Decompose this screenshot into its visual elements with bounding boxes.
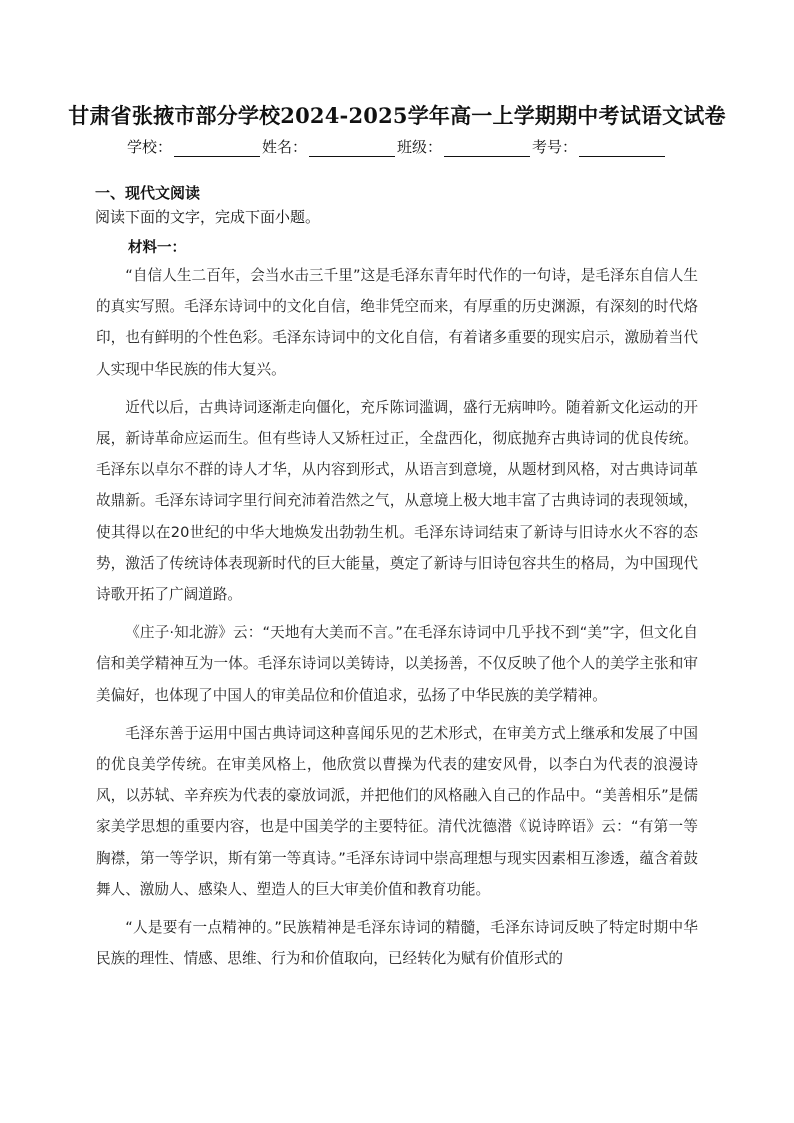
paragraph-4: 毛泽东善于运用中国古典诗词这种喜闻乐见的艺术形式，在审美方式上继承和发展了中国的优良美学传统。在审美风格上，他欣赏以曹操为代表的建安风骨，以李白为代表的浪漫诗风，以苏轼、辛弃疾为代表的豪放词派，并把他们的风格融入自己的作品中。“美善相乐”是儒家美学思想的重要内容，也是中国美学的主要特征。清代沈德潜《说诗晬语》云：“有第一等胸襟，第一等学识，斯有第一等真诗。”毛泽东诗词中崇高理想与现实因素相互渗透，蕴含着鼓舞人、激励人、感染人、塑造人的巨大审美价值和教育功能。 bbox=[96, 724, 698, 898]
school-label: 学校： bbox=[126, 138, 172, 156]
class-field[interactable] bbox=[397, 136, 532, 157]
class-label: 班级： bbox=[397, 138, 443, 156]
paragraph-2: 近代以后，古典诗词逐渐走向僵化，充斥陈词滥调，盛行无病呻吟。随着新文化运动的开展，新诗革命应运而生。但有些诗人又矫枉过正，全盘西化，彻底抛弃古典诗词的优良传统。毛泽东以卓尔不群的诗人才华，从内容到形式，从语言到意境，从题材到风格，对古典诗词革故鼎新。毛泽东诗词字里行间充沛着浩然之气，从意境上极大地丰富了古典诗词的表现领域，使其得以在20世纪的中华大地焕发出勃勃生机。毛泽东诗词结束了新诗与旧诗水火不容的态势，激活了传统诗体表现新时代的巨大能量，奠定了新诗与旧诗包容共生的格局，为中国现代诗歌开拓了广阔道路。 bbox=[96, 398, 698, 604]
material-label: 材料一： bbox=[128, 240, 186, 256]
class-blank[interactable] bbox=[444, 140, 530, 157]
paragraph-1: “自信人生二百年，会当水击三千里”这是毛泽东青年时代作的一句诗，是毛泽东自信人生的真实写照。毛泽东诗词中的文化自信，绝非凭空而来，有厚重的历史渊源，有深刻的时代烙印，也有鲜明的个性色彩。毛泽东诗词中的文化自信，有着诸多重要的现实启示，激励着当代人实现中华民族的伟大复兴。 bbox=[96, 267, 698, 378]
name-label: 姓名： bbox=[261, 138, 307, 156]
name-blank[interactable] bbox=[309, 140, 395, 157]
exam-number-blank[interactable] bbox=[579, 140, 665, 157]
reading-instruction: 阅读下面的文字，完成下面小题。 bbox=[95, 208, 321, 226]
exam-title: 甘肃省张掖市部分学校2024-2025学年高一上学期期中考试语文试卷 bbox=[68, 103, 726, 128]
school-blank[interactable] bbox=[174, 140, 260, 157]
section-heading: 一、现代文阅读 bbox=[95, 184, 201, 202]
paragraph-3: 《庄子·知北游》云：“天地有大美而不言。”在毛泽东诗词中几乎找不到“美”字，但文化自信和美学精神互为一体。毛泽东诗词以美铸诗，以美扬善，不仅反映了他个人的美学主张和审美偏好，也体现了中国人的审美品位和价值追求，弘扬了中华民族的美学精神。 bbox=[96, 624, 698, 704]
exam-number-field[interactable] bbox=[532, 136, 667, 157]
student-info-fields bbox=[0, 136, 794, 157]
paragraph-5: “人是要有一点精神的。”民族精神是毛泽东诗词的精髓，毛泽东诗词反映了特定时期中华民族的理性、情感、思维、行为和价值取向，已经转化为赋有价值形式的 bbox=[96, 919, 698, 968]
exam-number-label: 考号： bbox=[532, 138, 578, 156]
name-field[interactable] bbox=[262, 136, 397, 157]
school-field[interactable] bbox=[127, 136, 262, 157]
material-text bbox=[96, 260, 698, 981]
